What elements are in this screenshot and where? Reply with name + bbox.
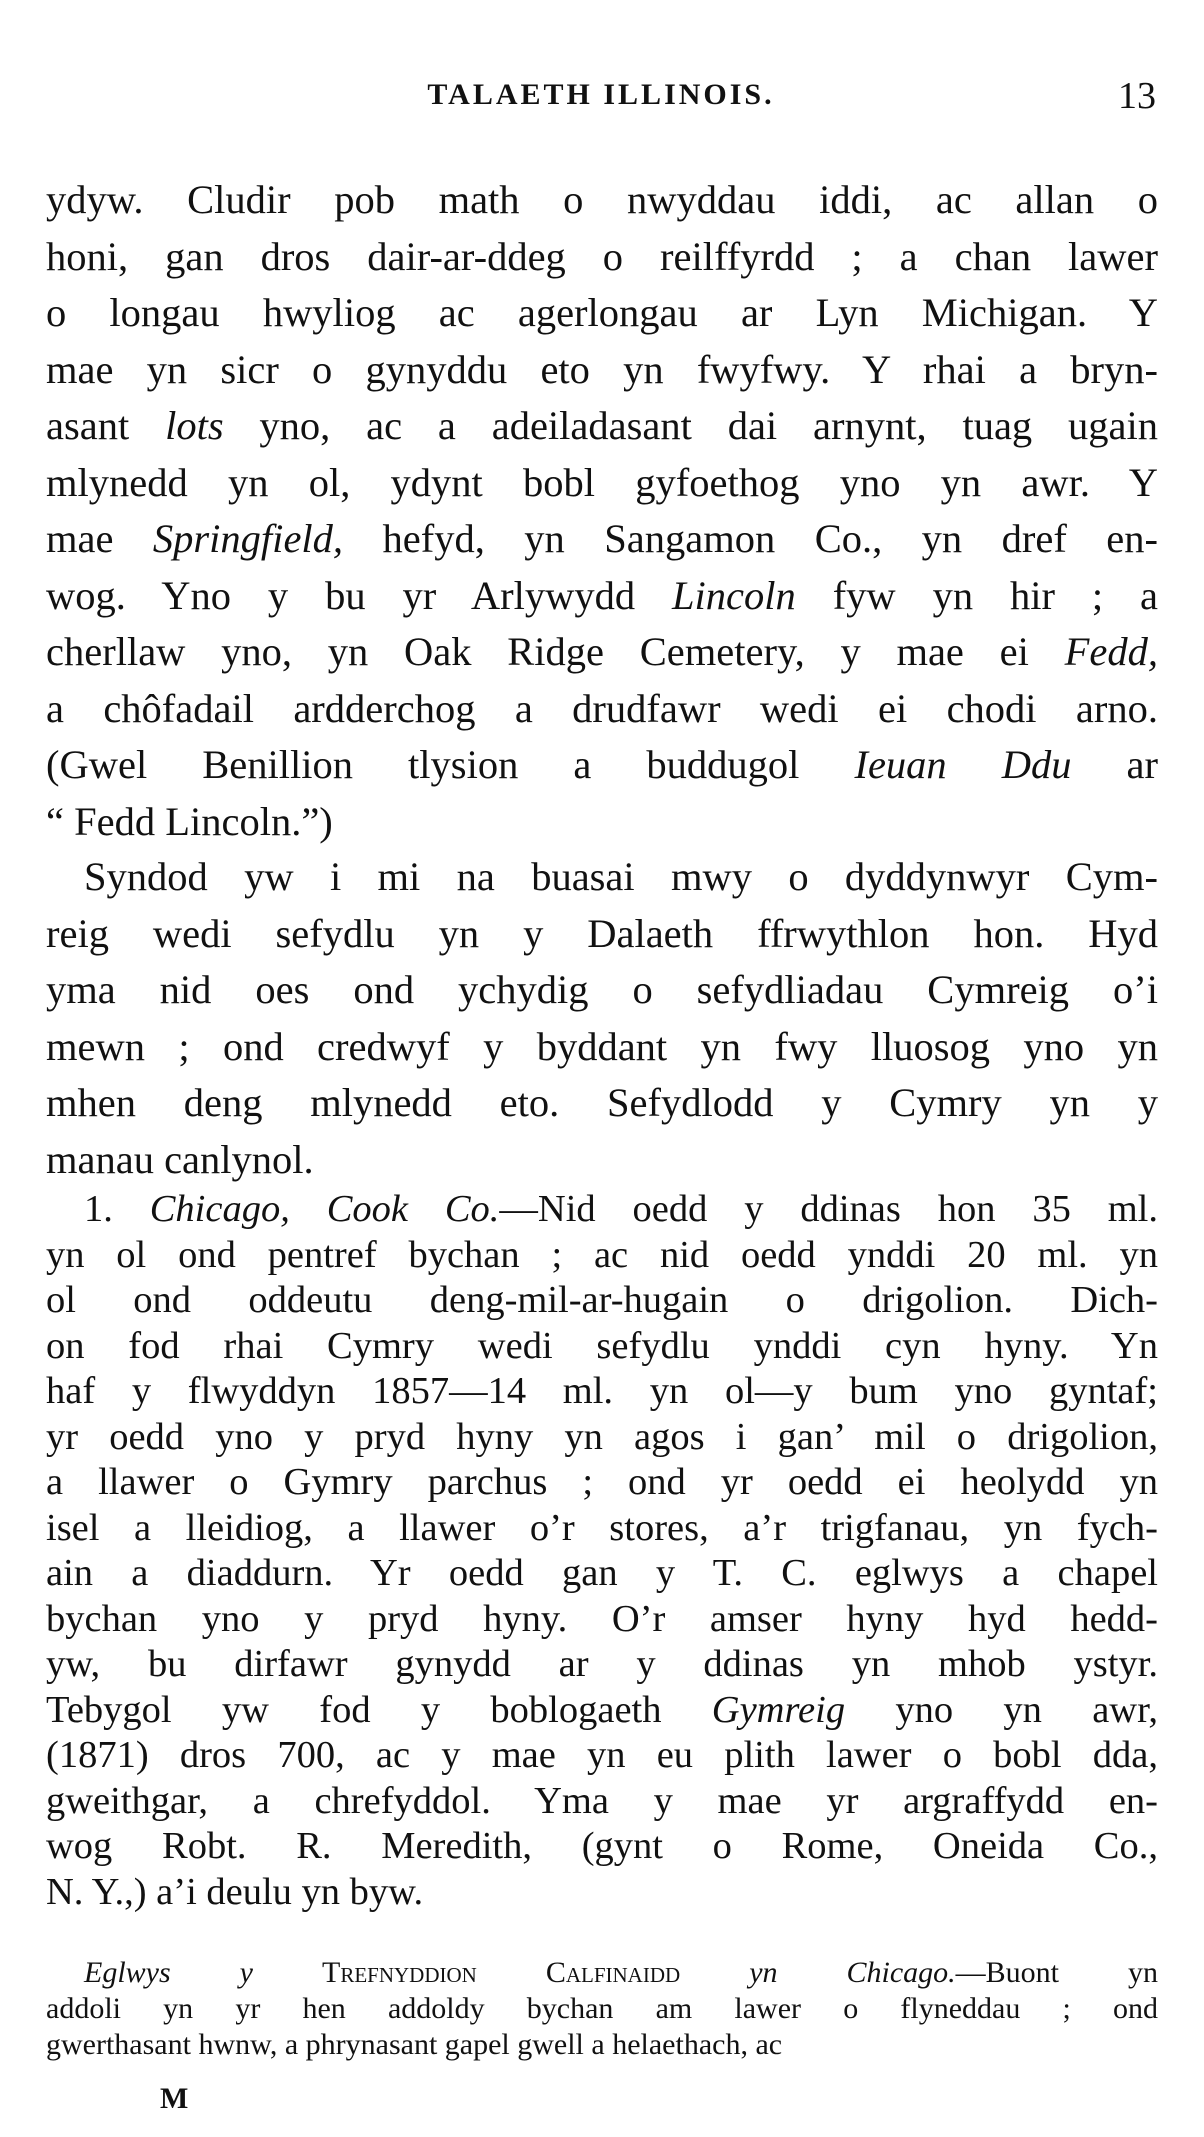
text-line: manau canlynol. bbox=[46, 1136, 314, 1182]
text-line: wog Robt. R. Meredith, (gynt o Rome, Oneida Co., bbox=[46, 1825, 1158, 1867]
text-line: isel a lleidiog, a llawer o’r stores, a’r trigfanau, yn fych- bbox=[46, 1506, 1158, 1549]
text-line: (1871) dros 700, ac y mae yn eu plith lawer o bobl dda, bbox=[46, 1734, 1158, 1776]
text-line: ain a diaddurn. Yr oedd gan y T. C. eglwys a chapel bbox=[46, 1552, 1158, 1594]
text-line: bychan yno y pryd hyny. O’r amser hyny hyd hedd- bbox=[46, 1597, 1158, 1640]
running-head: TALAETH ILLINOIS. bbox=[427, 78, 775, 111]
text-line: mewn ; ond credwyf y byddant yn fwy lluosog yno yn bbox=[46, 1023, 1158, 1069]
text-line: yw, bu dirfawr gynydd ar y ddinas yn mhob ystyr. bbox=[46, 1643, 1158, 1685]
page-number: 13 bbox=[1118, 75, 1156, 117]
text-line: wog. Yno y bu yr Arlywydd Lincoln fyw yn hir ; a bbox=[46, 572, 1159, 618]
text-line: on fod rhai Cymry wedi sefydlu ynddi cyn hyny. Yn bbox=[46, 1324, 1158, 1367]
text-line: mae Springfield, hefyd, yn Sangamon Co., yn dref en- bbox=[46, 516, 1158, 561]
text-line: mlynedd yn ol, ydynt bobl gyfoethog yno yn awr. Y bbox=[46, 459, 1158, 505]
text-line: 1. Chicago, Cook Co.—Nid oedd y ddinas hon 35 ml. bbox=[84, 1188, 1158, 1230]
text-line: mae yn sicr o gynyddu eto yn fwyfwy. Y rhai a bryn- bbox=[46, 346, 1158, 392]
text-line: honi, gan dros dair-ar-ddeg o reilffyrdd ; a chan lawer bbox=[46, 233, 1158, 279]
page-header bbox=[46, 75, 1156, 128]
text-line: ol ond oddeutu deng-mil-ar-hugain o drigolion. Dich- bbox=[46, 1279, 1158, 1321]
text-line: (Gwel Benillion tlysion a buddugol Ieuan Ddu ar bbox=[46, 742, 1158, 787]
text-line: Syndod yw i mi na buasai mwy o dyddynwyr Cym- bbox=[84, 854, 1158, 899]
text-line: a llawer o Gymry parchus ; ond yr oedd ei heolydd yn bbox=[46, 1461, 1158, 1503]
text-line: yma nid oes ond ychydig o sefydliadau Cymreig o’i bbox=[46, 967, 1158, 1012]
text-line: gweithgar, a chrefyddol. Yma y mae yr argraffydd en- bbox=[46, 1779, 1158, 1822]
footnote-chicago-church bbox=[46, 1955, 1158, 2063]
text-line: gwerthasant hwnw, a phrynasant gapel gwell a helaethach, ac bbox=[46, 2028, 783, 2061]
paragraph-welsh-settlers bbox=[46, 849, 1158, 1188]
paragraph-chicago bbox=[46, 1187, 1158, 1915]
text-line: yr oedd yno y pryd hyny yn agos i gan’ mil o drigolion, bbox=[46, 1415, 1158, 1458]
paragraph-springfield bbox=[46, 172, 1158, 850]
text-line: mhen deng mlynedd eto. Sefydlodd y Cymry yn y bbox=[46, 1080, 1158, 1125]
text-line: asant lots yno, ac a adeiladasant dai arnynt, tuag ugain bbox=[46, 403, 1158, 448]
text-line: Eglwys y Trefnyddion Calfinaidd yn Chicago.—Buont yn bbox=[84, 1956, 1159, 1989]
text-line: N. Y.,) a’i deulu yn byw. bbox=[46, 1870, 424, 1913]
text-line: cherllaw yno, yn Oak Ridge Cemetery, y mae ei Fedd, bbox=[46, 629, 1158, 674]
text-line: “ Fedd Lincoln.”) bbox=[46, 798, 333, 844]
text-line: ydyw. Cludir pob math o nwyddau iddi, ac allan o bbox=[46, 177, 1158, 222]
text-line: Tebygol yw fod y boblogaeth Gymreig yno yn awr, bbox=[46, 1688, 1159, 1731]
text-line: addoli yn yr hen addoldy bychan am lawer o flyneddau ; ond bbox=[46, 1992, 1158, 2025]
text-line: reig wedi sefydlu yn y Dalaeth ffrwythlon hon. Hyd bbox=[46, 910, 1158, 956]
text-line: yn ol ond pentref bychan ; ac nid oedd ynddi 20 ml. yn bbox=[46, 1233, 1158, 1276]
text-line: o longau hwyliog ac agerlongau ar Lyn Michigan. Y bbox=[46, 290, 1158, 335]
text-line: a chôfadail ardderchog a drudfawr wedi ei chodi arno. bbox=[46, 685, 1158, 731]
signature-mark: M bbox=[160, 2082, 189, 2115]
text-line: haf y flwyddyn 1857—14 ml. yn ol—y bum yno gyntaf; bbox=[46, 1370, 1158, 1412]
